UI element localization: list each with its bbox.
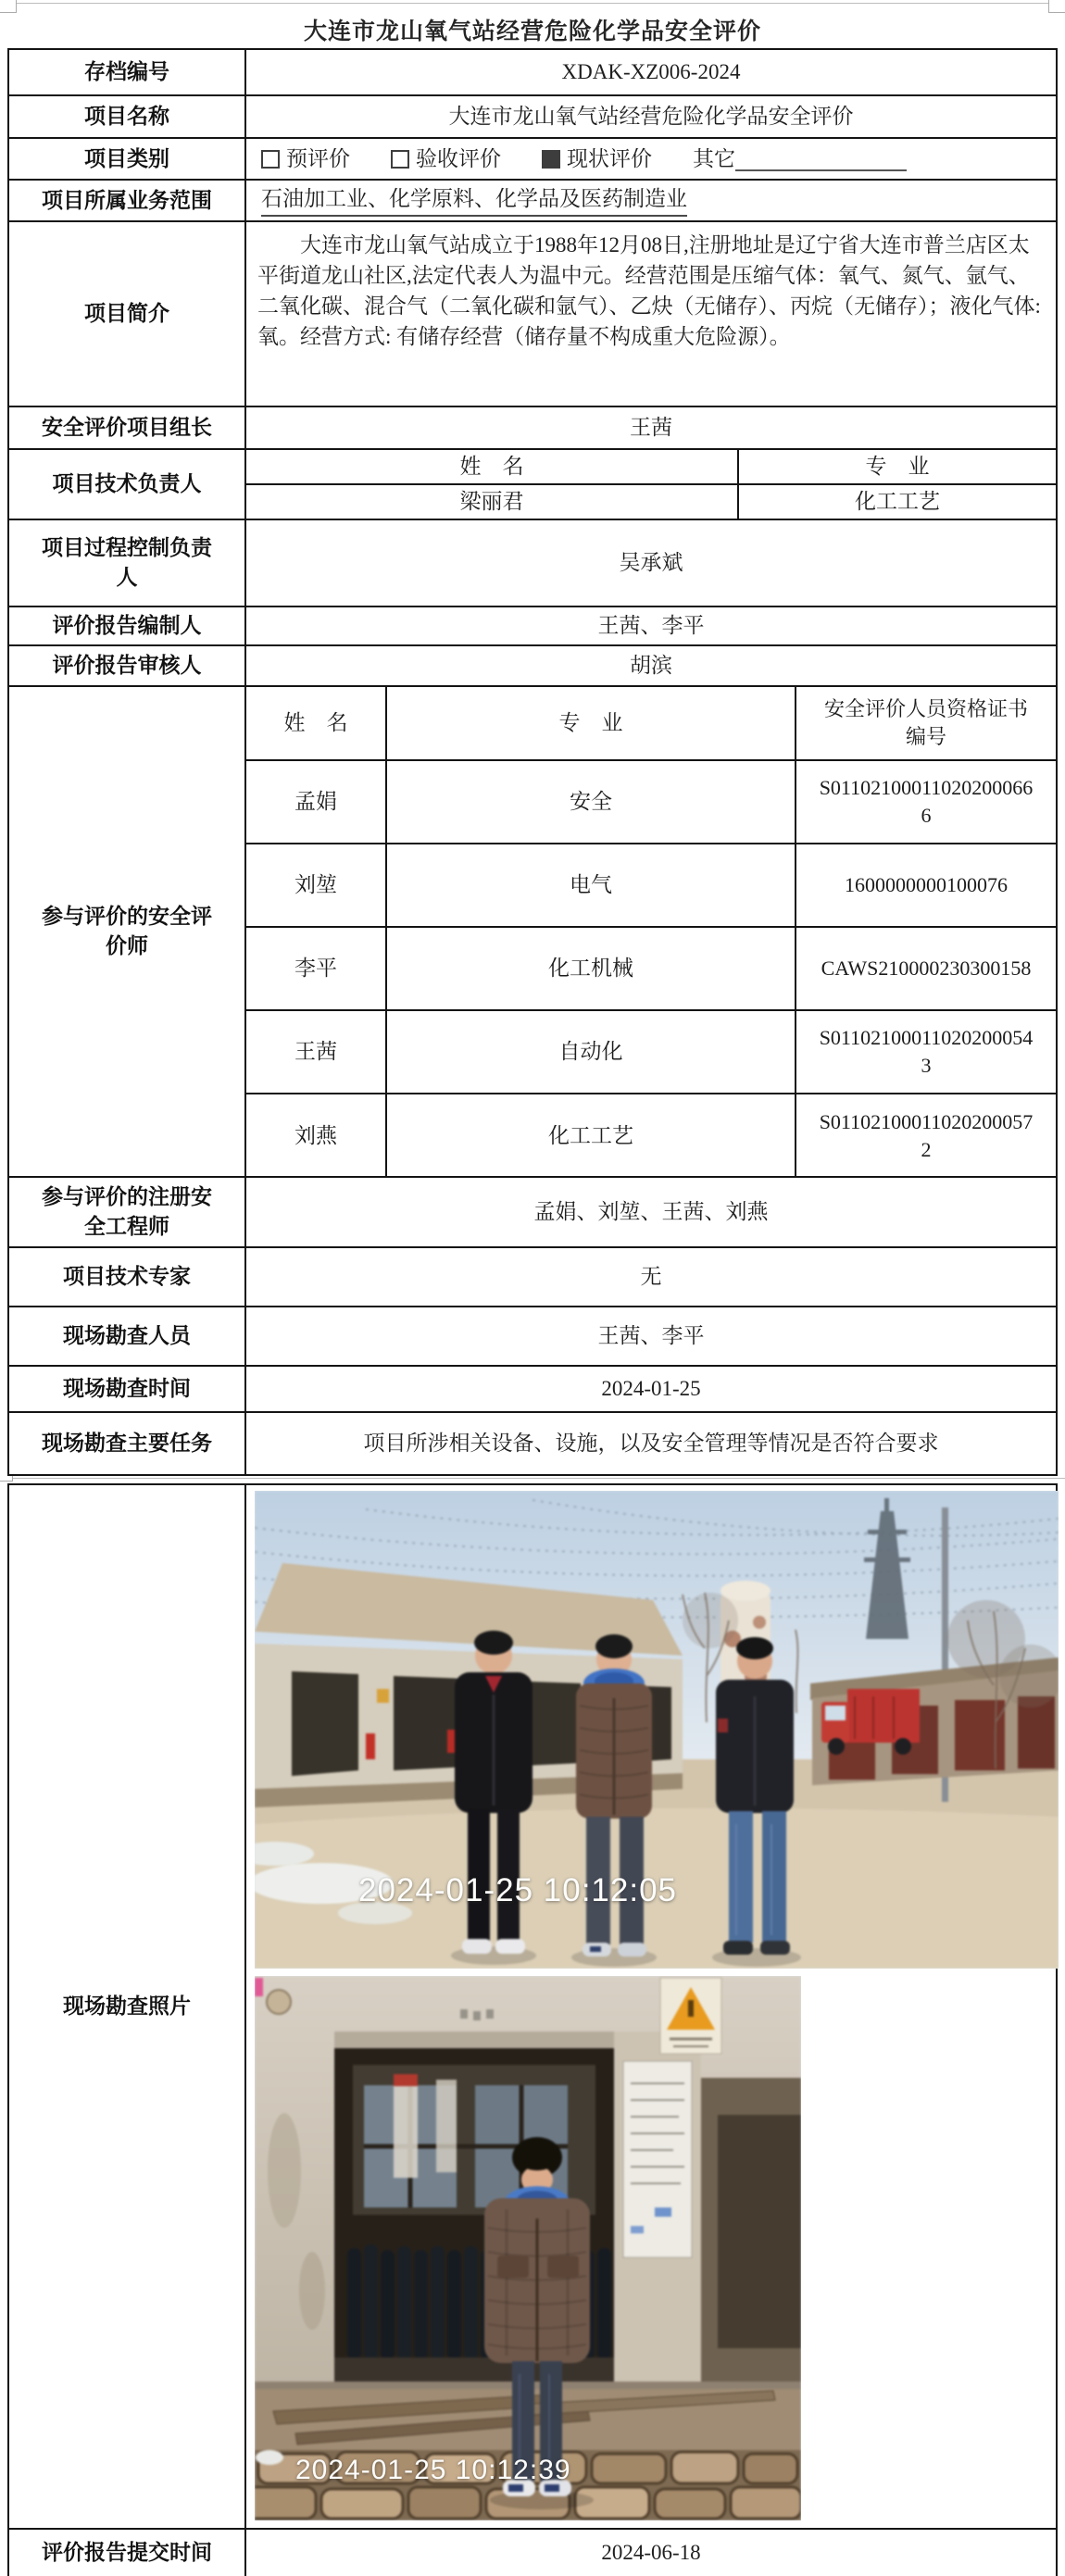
- sheet-top-gridline: [0, 3, 1065, 4]
- team-leader-value: 王茜: [630, 416, 672, 439]
- evaluator-major: 电气: [387, 844, 796, 926]
- survey-photos-table: [7, 1483, 1058, 2576]
- report-submit-label: 评价报告提交时间: [9, 2530, 246, 2576]
- archive-row: [9, 50, 1056, 96]
- photo2-timestamp: 2024-01-25 10:12:39: [295, 2455, 571, 2485]
- photo2-scene: [255, 1976, 801, 2520]
- evaluator-major: 化工机械: [387, 928, 796, 1009]
- evaluator-name: 李平: [246, 928, 387, 1009]
- major-header: 专 业: [865, 455, 930, 478]
- category-option-acceptance: [391, 144, 501, 174]
- evaluator-cert: CAWS210000230300158: [821, 957, 1032, 980]
- survey-task-value: 项目所涉相关设备、设施，以及安全管理等情况是否符合要求: [363, 1432, 939, 1455]
- registered-engineers-label: 参与评价的注册安全工程师: [9, 1178, 246, 1246]
- survey-time-row: [9, 1367, 1056, 1413]
- project-name-label: 项目名称: [9, 96, 246, 137]
- right-pillar: [614, 2032, 701, 2383]
- survey-photo-1: [255, 1491, 1059, 1969]
- checkbox-unchecked-icon: [261, 150, 280, 169]
- project-intro-row: [9, 222, 1056, 407]
- archive-label: 存档编号: [9, 50, 246, 94]
- category-option-pre: [261, 144, 350, 174]
- evaluator-cert: S011021000110202000572: [819, 1110, 1034, 1161]
- process-control-row: [9, 520, 1056, 607]
- evaluator-major: 自动化: [387, 1011, 796, 1093]
- evaluator-name: 孟娟: [246, 761, 387, 843]
- project-name-value: 大连市龙山氧气站经营危险化学品安全评价: [448, 105, 854, 128]
- tech-lead-header-row: [246, 450, 1056, 485]
- team-leader-label: 安全评价项目组长: [9, 407, 246, 448]
- warning-sign: [660, 1978, 721, 2054]
- report-compiler-label: 评价报告编制人: [9, 607, 246, 644]
- checkbox-checked-icon: [542, 150, 560, 169]
- evaluator-row: [246, 844, 1056, 928]
- major-header: 专 业: [387, 687, 796, 759]
- category-option-label: 验收评价: [416, 146, 501, 170]
- wall-lamp: [267, 1990, 291, 2014]
- survey-task-row: [9, 1413, 1056, 1474]
- survey-photo-2: [255, 1976, 801, 2520]
- name-header: 姓 名: [246, 687, 387, 759]
- category-option-label: 预评价: [286, 146, 350, 170]
- survey-photos-label: 现场勘查照片: [9, 1485, 246, 2528]
- sheet-mid-gridline: [0, 1478, 1065, 1479]
- poster-stamp: [655, 2207, 671, 2217]
- registered-engineers-value: 孟娟、刘堃、王茜、刘燕: [533, 1200, 769, 1223]
- category-option-other: [693, 144, 907, 174]
- white-debris: [256, 2450, 283, 2465]
- evaluator-name: 刘堃: [246, 844, 387, 926]
- photo1-timestamp: 2024-01-25 10:12:05: [358, 1872, 677, 1908]
- process-control-label: 项目过程控制负责人: [9, 520, 246, 606]
- business-scope-text: 石油加工业、化学原料、化学品及医药制造业: [261, 184, 687, 217]
- evaluator-major: 安全: [387, 761, 796, 843]
- other-underline: [735, 146, 907, 170]
- evaluator-row: [246, 1094, 1056, 1178]
- tech-experts-value: 无: [640, 1265, 662, 1288]
- tech-lead-data-row: [246, 485, 1056, 519]
- tech-lead-row: [9, 450, 1056, 520]
- evaluators-subtable: [246, 687, 1056, 1176]
- sheet-corner-left: [0, 0, 17, 13]
- tech-experts-label: 项目技术专家: [9, 1248, 246, 1306]
- project-category-label: 项目类别: [9, 139, 246, 179]
- survey-staff-label: 现场勘查人员: [9, 1307, 246, 1365]
- tech-lead-subtable: [246, 450, 1056, 519]
- survey-photos-row: [9, 1485, 1056, 2530]
- project-intro-label: 项目简介: [9, 222, 246, 406]
- sheet-corner-right: [1048, 0, 1065, 13]
- project-category-options: [246, 139, 1056, 179]
- report-submit-row: [9, 2530, 1056, 2576]
- wall-stain: [268, 2113, 301, 2228]
- evaluators-row: [9, 687, 1056, 1178]
- evaluator-name: 刘燕: [246, 1094, 387, 1178]
- door-lintel: [334, 2032, 614, 2048]
- evaluator-row: [246, 1011, 1056, 1094]
- business-scope-label: 项目所属业务范围: [9, 181, 246, 220]
- business-scope-row: [9, 181, 1056, 222]
- registered-engineers-row: [9, 1178, 1056, 1248]
- report-submit-value: 2024-06-18: [601, 2541, 701, 2564]
- survey-staff-row: [9, 1307, 1056, 1367]
- project-category-row: [9, 139, 1056, 181]
- tech-lead-name: 梁丽君: [246, 485, 739, 519]
- evaluator-row: [246, 761, 1056, 844]
- checkbox-unchecked-icon: [391, 150, 409, 169]
- survey-photos-cell: [246, 1485, 1059, 2528]
- business-scope-value: [246, 181, 1056, 220]
- evaluator-name: 王茜: [246, 1011, 387, 1093]
- poster-stamp: [631, 2226, 644, 2233]
- report-reviewer-value: 胡滨: [630, 654, 672, 677]
- project-intro-text: 大连市龙山氧气站成立于1988年12月08日,注册地址是辽宁省大连市普兰店区太平街道龙山社区,法定代表人为温中元。经营范围是压缩气体：氧气、氮气、氩气、二氧化碳、混合气（二氧化碳和氩气）、乙炔（无储存）、丙烷（无储存）；液化气体: 氧。经营方式: 有储存经营（储存量不构成重大危险源）。: [257, 233, 1041, 348]
- report-reviewer-label: 评价报告审核人: [9, 646, 246, 685]
- project-info-table: [7, 48, 1058, 1476]
- process-control-value: 吴承斌: [619, 551, 683, 574]
- archive-number: XDAK-XZ006-2024: [561, 60, 741, 83]
- survey-time-label: 现场勘查时间: [9, 1367, 246, 1411]
- report-reviewer-row: [9, 646, 1056, 687]
- report-compiler-value: 王茜、李平: [597, 614, 705, 637]
- team-leader-row: [9, 407, 1056, 450]
- report-compiler-row: [9, 607, 1056, 646]
- wall-stain: [299, 2252, 325, 2330]
- evaluator-row: [246, 928, 1056, 1011]
- project-name-row: [9, 96, 1056, 139]
- category-option-current: [542, 144, 652, 174]
- survey-task-label: 现场勘查主要任务: [9, 1413, 246, 1474]
- page-title: 大连市龙山氧气站经营危险化学品安全评价: [303, 19, 761, 44]
- tech-experts-row: [9, 1248, 1056, 1307]
- evaluator-major: 化工工艺: [387, 1094, 796, 1178]
- photo1-people: [451, 1631, 801, 1967]
- evaluators-header-row: [246, 687, 1056, 761]
- evaluator-cert: S011021000110202000666: [819, 776, 1034, 827]
- category-option-label: 现状评价: [567, 146, 652, 170]
- name-header: 姓 名: [246, 450, 739, 483]
- pink-mark: [255, 1978, 263, 1996]
- evaluators-label: 参与评价的安全评价师: [9, 687, 246, 1176]
- category-other-label: 其它: [693, 146, 735, 170]
- right-recess-dark: [718, 2115, 801, 2348]
- evaluator-cert: 1600000000100076: [845, 873, 1008, 896]
- tree-canopy: [683, 1593, 738, 1648]
- survey-time-value: 2024-01-25: [601, 1377, 701, 1400]
- survey-staff-value: 王茜、李平: [597, 1324, 705, 1347]
- project-intro-value: [246, 222, 1056, 406]
- tech-lead-label: 项目技术负责人: [9, 450, 246, 519]
- evaluator-cert: S011021000110202000543: [819, 1026, 1034, 1077]
- tech-lead-major: 化工工艺: [855, 490, 940, 513]
- cert-header: 安全评价人员资格证书编号: [823, 697, 1028, 748]
